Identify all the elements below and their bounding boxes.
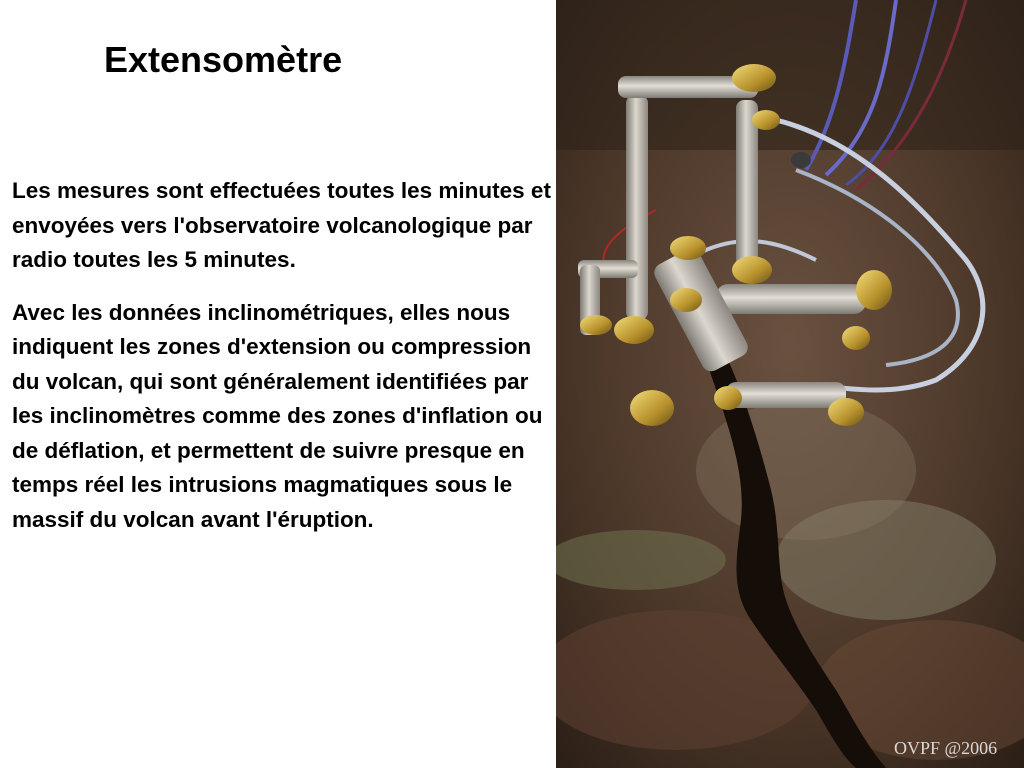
extensometer-photo [556,0,1024,768]
photo-credit: OVPF @2006 [894,738,998,758]
paragraph-inclinometry: Avec les données inclinométriques, elles nous indiquent les zones d'extension ou compression du volcan, qui sont généralement identifiées par les inclinomètres comme des zones d'inflation ou de déflation, et permettent de suivre presque en temps réel les intrusions magmatiques sous le massif du volcan avant l'éruption. [12,299,543,532]
body-text [12,174,557,555]
slide-title: Extensomètre [104,39,343,80]
paragraph-measurements: Les mesures sont effectuées toutes les minutes et envoyées vers l'observatoire volcanologique par radio toutes les 5 minutes. [12,178,551,272]
